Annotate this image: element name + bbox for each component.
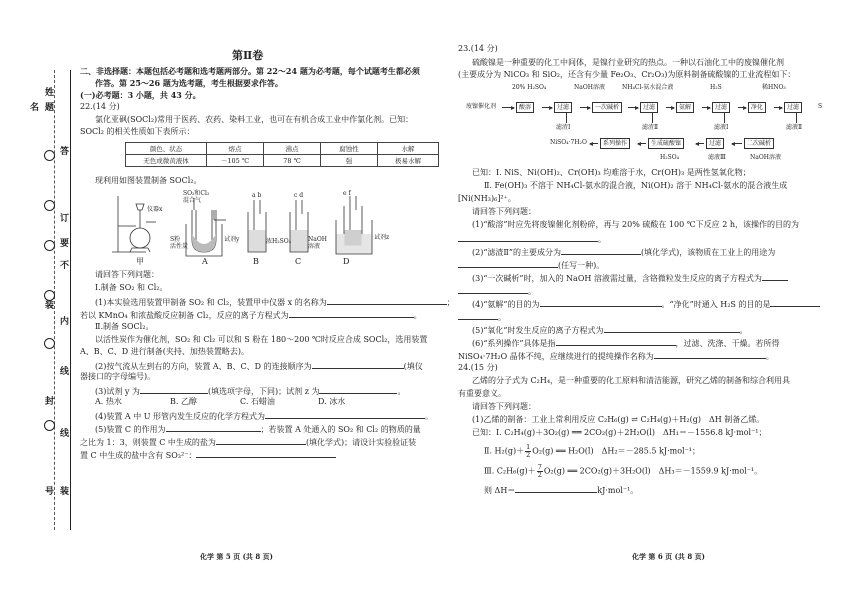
gutter-char: 名 xyxy=(30,103,40,113)
question-text: kJ·mol⁻¹。 xyxy=(597,486,639,495)
paragraph: 器接口的字母编号)。 xyxy=(80,372,156,381)
fraction-num: 7 xyxy=(537,463,542,471)
table-cell: 极易水解 xyxy=(378,155,439,167)
gutter-char: 答 xyxy=(60,147,70,157)
question-text: (2)按气流从左到右的方向，装置 A、B、C、D 的连接顺序为 xyxy=(95,362,312,371)
table-cell: 强 xyxy=(321,155,378,167)
page-footer: 化学 第 6 页 (共 8 页) xyxy=(632,552,705,561)
known-condition: [Ni(NH₃)₆]²⁺。 xyxy=(458,194,516,203)
gutter-circle xyxy=(44,338,55,349)
paragraph: (主要成分为 NiCO₃ 和 SiO₂，还含有少量 Fe₂O₃、Cr₂O₃)为原料制备硫酸镍的工业流程如下： xyxy=(458,70,796,79)
page-footer: 化学 第 5 页 (共 8 页) xyxy=(200,552,273,561)
flow-step: 过滤 xyxy=(784,102,802,113)
label-yiqi: 仪器x xyxy=(147,206,163,213)
question-line xyxy=(95,296,455,308)
gutter-circle xyxy=(44,420,55,431)
gutter-circle xyxy=(44,290,55,301)
equation-line xyxy=(484,464,762,479)
answer-blank[interactable] xyxy=(654,350,766,359)
flow-end: S xyxy=(818,103,823,110)
question-text: (2)“滤渣Ⅱ”的主要成分为 xyxy=(472,248,561,257)
reagent-label: NH₄Cl-氨水混合液 xyxy=(622,84,674,91)
equation-text: O₂(g) ══ 2CO₂(g)＋3H₂O(l) ΔH₃＝－1559.9 kJ·mol⁻¹。 xyxy=(543,466,763,476)
question-line xyxy=(472,337,780,349)
question-line xyxy=(458,233,606,245)
flow-drop xyxy=(724,113,725,123)
answer-blank[interactable] xyxy=(515,484,597,493)
fraction-num: 1 xyxy=(526,443,531,451)
table-header: 腐蚀性 xyxy=(321,143,378,155)
answer-blank[interactable] xyxy=(327,296,447,305)
flow-drop xyxy=(652,113,653,123)
label-naoh: NaOH xyxy=(308,236,327,243)
question-text: 。“净化”时通入 H₂S 的目的是 xyxy=(661,300,771,309)
paragraph: 乙烯的分子式为 C₂H₄，是一种重要的化工原料和清洁能源，研究乙烯的制备和综合利用具 xyxy=(472,376,791,385)
question-number: 23.(14 分) xyxy=(458,44,498,53)
equation-text: Ⅲ. C₂H₆(g)＋ xyxy=(484,466,536,476)
caption-c: C xyxy=(295,257,302,266)
ask-line: 请回答下列问题： xyxy=(472,402,536,411)
question-line xyxy=(472,298,820,310)
punct: 。 xyxy=(739,326,748,335)
residue-label: 滤渣Ⅰ xyxy=(556,124,571,131)
reagent-label: NaOH溶液 xyxy=(574,84,605,91)
label-ab: a b xyxy=(252,192,262,199)
flow-step: 过滤 xyxy=(554,102,572,113)
label-h2so4: 浓H₂SO₄ xyxy=(266,238,292,245)
question-text: (3)试剂 y 为 xyxy=(95,387,140,396)
ask-line: 请回答下列问题： xyxy=(472,207,536,216)
gutter-circle xyxy=(44,150,55,161)
table-cell: －105 ℃ xyxy=(207,155,264,167)
paragraph: 以活性炭作为催化剂，SO₂ 和 Cl₂ 可以和 S 粉在 180～200 ℃时反应合成 SOCl₂，选用装置 xyxy=(95,335,428,344)
flow-arrow xyxy=(542,107,552,108)
punct: 。 xyxy=(425,412,434,421)
flow-step: 过滤 xyxy=(712,102,730,113)
gutter-char: 订 xyxy=(60,214,70,224)
flow-arrow xyxy=(628,107,638,108)
residue-label: 滤渣Ⅱ xyxy=(642,124,659,131)
question-text: (4)“氨解”的目的为 xyxy=(472,300,540,309)
question-line xyxy=(484,484,638,496)
subsection: Ⅰ.制备 SO₂ 和 Cl₂。 xyxy=(95,283,168,292)
answer-blank[interactable] xyxy=(289,309,414,318)
gutter-char: 封 xyxy=(45,397,55,407)
fraction xyxy=(525,444,531,459)
properties-table xyxy=(125,142,439,167)
equation-line: 已知：Ⅰ. C₂H₄(g)＋3O₂(g) ══ 2CO₂(g)＋2H₂O(l) ΔH₁＝－1556.8 kJ·mol⁻¹； xyxy=(472,428,767,437)
gutter-char: 内 xyxy=(60,317,70,327)
question-text: 则 ΔH＝ xyxy=(484,486,516,495)
gutter-char: 线 xyxy=(60,367,70,377)
answer-blank[interactable] xyxy=(166,423,261,432)
flow-start: 废镍催化剂 xyxy=(466,103,497,110)
option: B. 乙醇 xyxy=(170,397,197,406)
gutter-solid-line xyxy=(70,70,71,530)
question-text: ，过滤、洗涤、干燥。若所得 xyxy=(675,339,780,348)
question-line xyxy=(458,311,506,323)
paragraph: A、B、C、D 进行制备(夹持、加热装置略去)。 xyxy=(80,347,249,356)
question-line xyxy=(95,410,433,422)
flow-arrow xyxy=(590,143,598,144)
paragraph: 硫酸镍是一种重要的化工中间体，是镍行业研究的热点。一种以石油化工中的废镍催化剂 xyxy=(472,58,784,67)
equation-line xyxy=(484,444,700,459)
question-line xyxy=(95,385,405,397)
question-line: (1)“酸溶”时应先将废镍催化剂粉碎，再与 20% 硫酸在 100 ℃下反应 2 h，该操作的目的为 xyxy=(472,220,800,229)
option: D. 冰水 xyxy=(318,397,346,406)
label-s: S粉 xyxy=(170,236,181,243)
answer-blank[interactable] xyxy=(140,385,208,394)
answer-blank[interactable] xyxy=(556,337,676,346)
filtrate-label: 滤液Ⅰ xyxy=(714,124,729,131)
reagent-label: NaOH溶液 xyxy=(750,154,781,161)
answer-blank[interactable] xyxy=(265,410,425,419)
gutter-char: 线 xyxy=(60,429,70,439)
reagent-label: H₂SO₄ xyxy=(660,154,680,161)
answer-blank[interactable] xyxy=(458,233,598,242)
answer-blank[interactable] xyxy=(458,259,558,268)
question-line xyxy=(458,350,774,362)
question-text: (填化学式)，该物质在工业上的用途为 xyxy=(640,248,776,257)
fraction-den: 2 xyxy=(526,451,531,459)
table-header-row xyxy=(126,143,439,155)
known-condition: 已知：Ⅰ. NiS、Ni(OH)₂、Cr(OH)₃ 均难溶于水，Cr(OH)₃ 是两性氢氧化物； xyxy=(472,168,751,177)
answer-blank[interactable] xyxy=(319,385,397,394)
flow-step: 净化 xyxy=(748,102,766,113)
question-number: 22.(14 分) xyxy=(80,102,120,111)
punct: 。 xyxy=(598,235,606,244)
table-header: 沸点 xyxy=(264,143,321,155)
question-text: (3)“一次碱析”时，加入的 NaOH 溶液需过量，含铬微粒发生反应的离子方程式为 xyxy=(472,274,762,283)
option: A. 热水 xyxy=(95,397,122,406)
flow-arrow xyxy=(502,107,514,108)
caption-jia: 甲 xyxy=(136,257,144,266)
fraction-den: 2 xyxy=(537,471,542,479)
question-text: ；若装置 A 处通入的 SO₂ 和 Cl₂ 的物质的量 xyxy=(260,425,421,434)
punct: 。 xyxy=(413,311,422,320)
label-rongye: 溶液 xyxy=(308,243,321,250)
subsection: Ⅱ.制备 SOCl₂。 xyxy=(95,322,154,331)
answer-blank[interactable] xyxy=(540,298,662,307)
intro-line: 二、非选择题：本题包括必考题和选考题两部分。第 22～24 题为必考题，每个试题考生都必须 xyxy=(80,66,420,76)
reagent-label: 稀HNO₃ xyxy=(762,84,786,91)
question-line xyxy=(472,272,788,284)
label-z: 试剂z xyxy=(374,234,390,241)
flow-step: 生成硫酸镍 xyxy=(648,138,684,149)
flow-arrow xyxy=(638,143,646,144)
gutter-circle xyxy=(44,240,55,251)
table-row xyxy=(126,155,439,167)
question-line xyxy=(472,324,748,336)
flow-step: 过滤 xyxy=(640,102,658,113)
answer-blank[interactable] xyxy=(770,298,820,307)
known-condition: Ⅱ. Fe(OH)₃ 不溶于 NH₄Cl-氨水的混合液，Ni(OH)₂ 溶于 NH₄Cl-氨水的混合液生成 xyxy=(484,181,788,190)
punct: 。 xyxy=(498,313,506,322)
flow-drop xyxy=(566,113,567,123)
question-line xyxy=(80,436,416,448)
label-so2cl2: SO₂和Cl₂ xyxy=(183,190,210,197)
flow-step: 系列操作 xyxy=(600,138,630,149)
punct: 。 xyxy=(765,352,774,361)
section-title: 第Ⅱ卷 xyxy=(232,49,264,62)
flow-step: 氨解 xyxy=(676,102,694,113)
table-header: 水解 xyxy=(378,143,439,155)
flow-arrow xyxy=(774,107,782,108)
gutter-dashed-line xyxy=(54,70,55,530)
answer-blank[interactable] xyxy=(604,324,740,333)
flow-step: 过滤 xyxy=(706,138,724,149)
reagent-label: 20% H₂SO₄ xyxy=(512,84,547,91)
question-text: (5)装置 C 的作用为 xyxy=(95,425,166,434)
flow-step: 二次碱析 xyxy=(744,138,774,149)
equation-line: (1)乙烯的制备：工业上常利用反应 C₂H₆(g) ⇌ C₂H₄(g)＋H₂(g) ΔH 制备乙烯。 xyxy=(472,415,765,424)
caption-a: A xyxy=(202,257,208,266)
question-text: (任写一种)。 xyxy=(558,261,605,270)
reagent-label: H₂S xyxy=(710,84,722,91)
answer-blank[interactable] xyxy=(561,246,641,255)
caption-b: B xyxy=(253,257,259,266)
filtrate-label: 滤液Ⅱ xyxy=(786,124,803,131)
question-text: 置 C 中生成的盐中含有 SO₃²⁻： xyxy=(80,451,197,460)
punct: 。 xyxy=(528,287,536,296)
table-header: 熔点 xyxy=(207,143,264,155)
punct: ； xyxy=(446,298,455,307)
label-huoxing: 活性炭 xyxy=(170,243,189,250)
table-header: 颜色、状态 xyxy=(126,143,207,155)
flow-arrow xyxy=(580,107,590,108)
question-line xyxy=(472,246,775,258)
gutter-char: 装 xyxy=(45,301,55,311)
label-cd: c d xyxy=(294,192,304,199)
question-line xyxy=(458,285,536,297)
product-label: NiSO₄·7H₂O xyxy=(550,139,587,146)
flow-drop xyxy=(796,113,797,123)
answer-blank[interactable] xyxy=(216,436,306,445)
flow-arrow xyxy=(696,143,704,144)
question-text: (填选项字母，下同)；试剂 z 为 xyxy=(207,387,320,396)
question-text: (4)装置 A 中 U 形管内发生反应的化学方程式为 xyxy=(95,412,266,421)
fraction xyxy=(537,464,543,479)
gutter-char: 姓 xyxy=(45,88,55,98)
paragraph: 现利用如图装置制备 SOCl₂。 xyxy=(95,176,202,185)
section-heading: (一)必考题：3 小题，共 43 分。 xyxy=(80,90,201,100)
question-line xyxy=(80,309,422,321)
gutter-char: 题 xyxy=(45,103,55,113)
paragraph: SOCl₂ 的相关性质如下表所示： xyxy=(80,127,195,136)
label-ef: e f xyxy=(343,190,351,197)
answer-blank[interactable] xyxy=(762,272,788,281)
flow-arrow xyxy=(666,107,674,108)
answer-blank[interactable] xyxy=(458,285,528,294)
label-hunhe: 混合气 xyxy=(183,197,202,204)
equation-text: O₂(g) ══ H₂O(l) ΔH₂＝－285.5 kJ·mol⁻¹； xyxy=(532,446,701,456)
question-text: (6)“系列操作”具体是指 xyxy=(472,339,556,348)
paragraph: 氯化亚砜(SOCl₂)常用于医药、农药、染料工业，也可在有机合成工业中作氯化剂。已知： xyxy=(95,115,414,124)
question-text: (5)“氧化”时发生反应的离子方程式为 xyxy=(472,326,604,335)
question-line xyxy=(95,423,421,435)
punct: 。 xyxy=(397,387,406,396)
process-flowchart xyxy=(466,84,823,164)
question-text: NiSO₄·7H₂O 晶体不纯，应继续进行的提纯操作名称为 xyxy=(458,352,654,361)
flow-step: 一次碱析 xyxy=(592,102,622,113)
ask-line: 请回答下列问题： xyxy=(95,270,159,279)
question-text: 若以 KMnO₄ 和浓盐酸反应制备 Cl₂，反应的离子方程式为 xyxy=(80,311,289,320)
paragraph: 有重要意义。 xyxy=(458,389,506,398)
gutter-char: 不 xyxy=(60,261,70,271)
answer-blank[interactable] xyxy=(196,449,336,458)
question-text: (1)本实验选用装置甲制备 SO₂ 和 Cl₂，装置甲中仪器 x 的名称为 xyxy=(95,298,327,307)
answer-blank[interactable] xyxy=(312,360,404,369)
question-number: 24.(15 分) xyxy=(458,363,498,372)
equation-text: Ⅱ. H₂(g)＋ xyxy=(484,446,525,456)
filtrate-label: 滤液Ⅲ xyxy=(708,154,726,161)
label-y: 试剂y xyxy=(224,236,240,243)
gutter-circle xyxy=(44,200,55,211)
question-line xyxy=(95,360,423,372)
question-line xyxy=(458,259,604,271)
gutter-char: 要 xyxy=(60,239,70,249)
flow-arrow xyxy=(732,143,742,144)
answer-blank[interactable] xyxy=(458,311,498,320)
table-cell: 无色或微黄液体 xyxy=(126,155,207,167)
option: C. 石蜡油 xyxy=(240,397,275,406)
question-text: 之比为 1：3，则装置 C 中生成的盐为 xyxy=(80,438,216,447)
question-line xyxy=(80,449,336,461)
gutter-char: 号 xyxy=(45,487,55,497)
table-cell: 78 ℃ xyxy=(264,155,321,167)
gutter-char: 装 xyxy=(60,487,70,497)
flow-step: 酸溶 xyxy=(516,102,534,113)
flow-arrow xyxy=(702,107,710,108)
caption-d: D xyxy=(343,257,350,266)
question-text: (填仪 xyxy=(403,362,423,371)
apparatus-figure xyxy=(110,190,410,266)
flow-arrow xyxy=(738,107,746,108)
intro-line: 作答。第 25～26 题为选考题，考生根据要求作答。 xyxy=(95,78,283,88)
question-text: (填化学式)；请设计实验验证装 xyxy=(305,438,417,447)
